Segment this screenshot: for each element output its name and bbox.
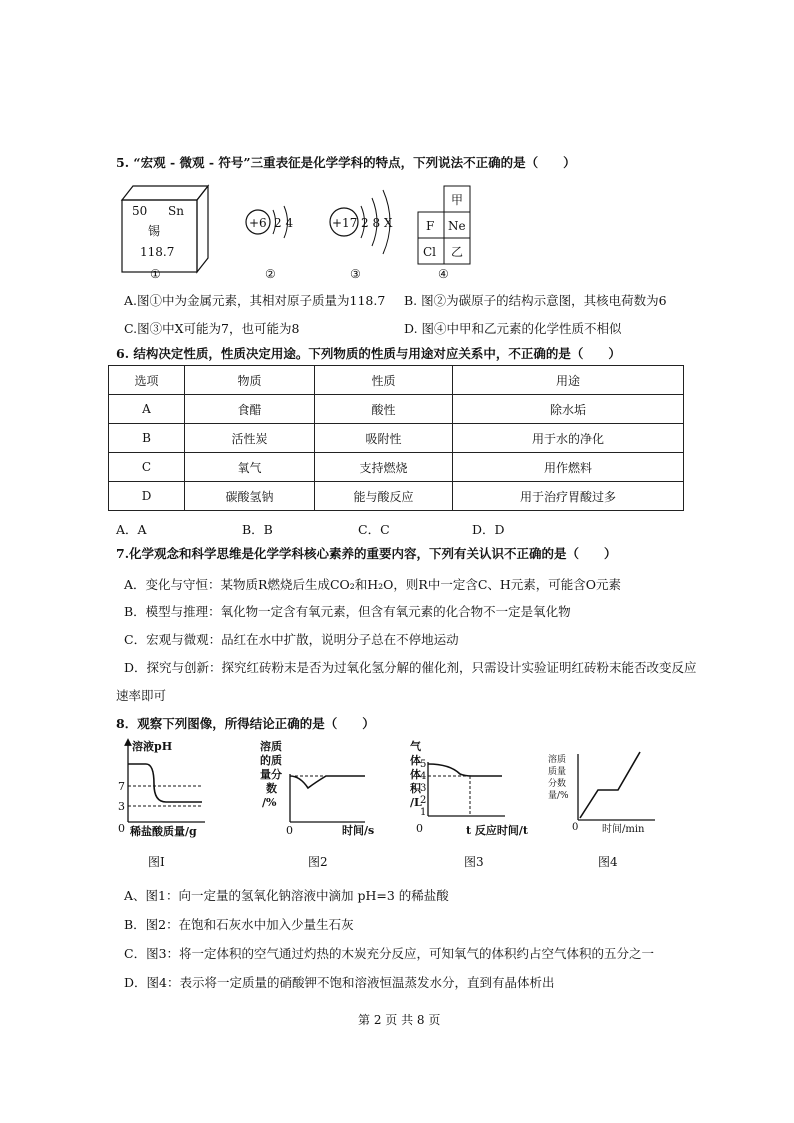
q7-option-b: B．模型与推理：氧化物一定含有氧元素，但含有氧元素的化合物不一定是氧化物: [124, 604, 571, 619]
q7-option-c: C．宏观与微观：品红在水中扩散，说明分子总在不停地运动: [124, 632, 459, 647]
q6-table: [108, 365, 684, 511]
graph-3: [410, 739, 529, 869]
svg-text:数: 数: [266, 782, 277, 795]
atomic-mass: 118.7: [140, 245, 175, 259]
nucleus-label: +6: [249, 216, 267, 230]
q5-option-c: C.图③中X可能为7，也可能为8: [124, 321, 300, 336]
svg-text:Cl: Cl: [423, 245, 437, 259]
q8-stem: 8．观察下列图像，所得结论正确的是（ ）: [116, 716, 375, 731]
svg-text:3: 3: [118, 800, 125, 813]
table-header-row: 选项 物质 性质 用途: [109, 366, 684, 395]
svg-text:/%: /%: [262, 796, 277, 809]
svg-text:分数: 分数: [548, 779, 567, 789]
page-footer: 第 2 页 共 8 页: [358, 1013, 441, 1027]
svg-text:的质: 的质: [260, 754, 282, 767]
svg-text:量/%: 量/%: [548, 791, 569, 801]
svg-text:体: 体: [410, 768, 421, 781]
svg-text:图3: 图3: [464, 855, 484, 869]
svg-text:溶液pH: 溶液pH: [132, 740, 173, 753]
q7-option-a: A．变化与守恒：某物质R燃烧后生成CO₂和H₂O，则R中一定含C、H元素，可能含O元素: [124, 577, 622, 592]
svg-text:稀盐酸质量/g: 稀盐酸质量/g: [130, 825, 197, 838]
element-cell-figure: [122, 186, 208, 281]
svg-text:7: 7: [118, 780, 125, 793]
svg-text:0: 0: [416, 822, 423, 835]
q6-option-b: B．B: [242, 522, 273, 537]
svg-text:2: 2: [420, 795, 427, 806]
svg-text:F: F: [426, 219, 435, 233]
nucleus-label: +17: [332, 216, 358, 230]
q8-option-c: C．图3：将一定体积的空气通过灼热的木炭充分反应，可知氧气的体积约占空气体积的五分之一: [124, 946, 655, 961]
table-row: B 活性炭 吸附性 用于水的净化: [109, 424, 684, 453]
svg-text:图4: 图4: [598, 855, 618, 869]
shell-label: 2 4: [274, 216, 294, 230]
svg-text:甲: 甲: [451, 193, 464, 207]
q8-option-a: A、图1：向一定量的氢氧化钠溶液中滴加 pH=3 的稀盐酸: [124, 888, 449, 903]
q5-stem: 5. “宏观 - 微观 - 符号”三重表征是化学学科的特点，下列说法不正确的是（ ）: [116, 155, 576, 170]
q5-option-d: D. 图④中甲和乙元素的化学性质不相似: [404, 321, 622, 336]
q8-graphs: [110, 734, 690, 874]
element-name: 锡: [148, 224, 161, 238]
svg-text:乙: 乙: [451, 245, 464, 259]
svg-text:4: 4: [420, 771, 427, 782]
graph-4: [548, 752, 655, 869]
svg-text:0: 0: [572, 822, 579, 833]
table-row: C 氧气 支持燃烧 用作燃料: [109, 453, 684, 482]
shell-label: 2 8 X: [361, 216, 393, 230]
svg-text:0: 0: [118, 822, 125, 835]
table-row: D 碳酸氢钠 能与酸反应 用于治疗胃酸过多: [109, 482, 684, 511]
q6-stem: 6. 结构决定性质，性质决定用途。下列物质的性质与用途对应关系中，不正确的是（ ）: [116, 346, 621, 361]
svg-text:体: 体: [410, 754, 421, 767]
svg-text:质量: 质量: [548, 767, 567, 777]
svg-text:图2: 图2: [308, 855, 328, 869]
caption-2: ②: [265, 267, 276, 281]
caption-4: ④: [438, 267, 449, 281]
q7-stem: 7.化学观念和科学思维是化学学科核心素养的重要内容，下列有关认识不正确的是（ ）: [116, 546, 617, 561]
svg-text:图Ⅰ: 图Ⅰ: [148, 855, 165, 869]
carbon-atom-diagram: [246, 206, 293, 281]
caption-3: ③: [350, 267, 361, 281]
svg-text:/L: /L: [410, 796, 422, 809]
q5-option-a: A.图①中为金属元素，其相对原子质量为118.7: [124, 293, 386, 308]
svg-text:积: 积: [410, 782, 421, 795]
svg-text:溶质: 溶质: [260, 740, 282, 753]
svg-text:量分: 量分: [260, 768, 282, 781]
periodic-table-fragment: [418, 186, 470, 281]
q6-option-a: A．A: [116, 522, 147, 537]
svg-text:时间/min: 时间/min: [602, 824, 645, 835]
graph-2: [260, 739, 374, 869]
svg-text:t 反应时间/t: t 反应时间/t: [466, 824, 529, 837]
svg-text:3: 3: [420, 783, 427, 794]
atomic-number: 50: [132, 204, 148, 218]
chlorine-atom-diagram: [330, 190, 393, 281]
svg-text:时间/s: 时间/s: [342, 824, 375, 837]
q5-figures: [110, 172, 510, 282]
svg-text:5: 5: [420, 759, 427, 770]
q7-option-d: D．探究与创新：探究红砖粉末是否为过氧化氢分解的催化剂，只需设计实验证明红砖粉末能否改变反应: [124, 660, 697, 675]
q8-option-b: B．图2：在饱和石灰水中加入少量生石灰: [124, 917, 354, 932]
svg-text:气: 气: [410, 740, 421, 753]
q8-option-d: D．图4：表示将一定质量的硝酸钾不饱和溶液恒温蒸发水分，直到有晶体析出: [124, 975, 555, 990]
q5-option-b: B. 图②为碳原子的结构示意图，其核电荷数为6: [404, 293, 667, 308]
q7-option-d-cont: 速率即可: [116, 688, 167, 703]
q6-option-d: D．D: [472, 522, 505, 537]
svg-text:0: 0: [286, 824, 293, 837]
element-symbol: Sn: [168, 204, 184, 218]
svg-text:Ne: Ne: [448, 219, 466, 233]
svg-text:1: 1: [420, 807, 427, 818]
graph-1: [118, 739, 205, 869]
caption-1: ①: [150, 267, 161, 281]
q6-option-c: C．C: [358, 522, 390, 537]
table-row: A 食醋 酸性 除水垢: [109, 395, 684, 424]
svg-text:溶质: 溶质: [548, 755, 567, 765]
